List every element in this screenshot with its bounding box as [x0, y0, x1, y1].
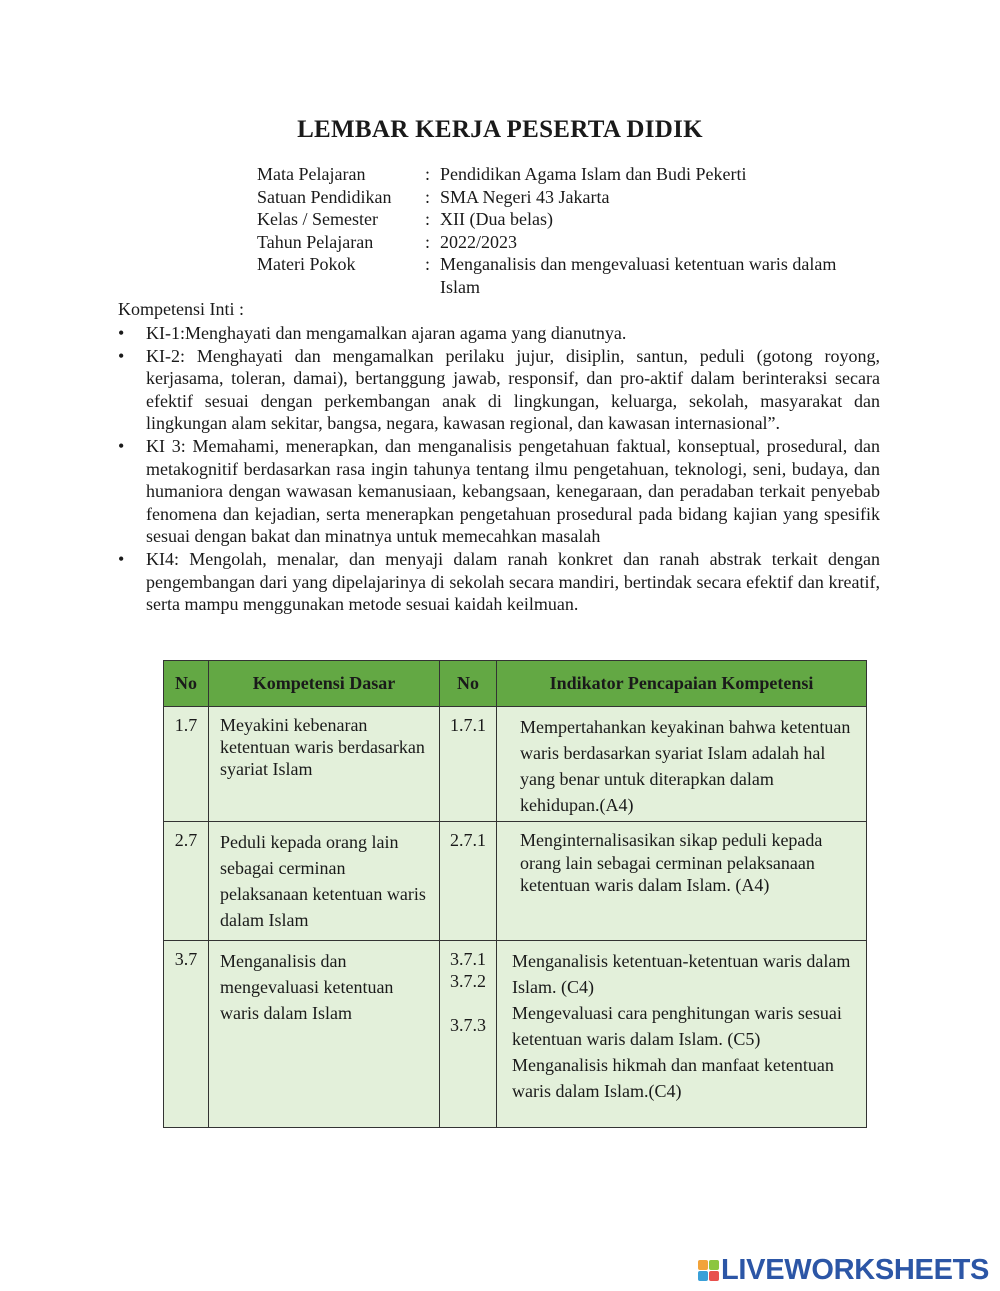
indicator-numbers — [440, 941, 497, 1128]
kd-number: 1.7 — [164, 707, 209, 822]
indicator-number: 3.7.1 — [450, 949, 486, 969]
kd-description: Menganalisis dan mengevaluasi ketentuan waris dalam Islam — [209, 941, 440, 1128]
info-value: Menganalisis dan mengevaluasi ketentuan waris dalam Islam — [440, 254, 837, 297]
bullet-icon: • — [118, 323, 125, 343]
ki-item-4 — [118, 548, 880, 616]
info-label: Tahun Pelajaran — [257, 231, 374, 252]
ki-text: KI-1:Menghayati dan mengamalkan ajaran agama yang dianutnya. — [146, 323, 627, 343]
info-value: Pendidikan Agama Islam dan Budi Pekerti — [440, 164, 747, 184]
header-no: No — [164, 661, 209, 707]
indicator-number: 2.7.1 — [440, 822, 497, 941]
ki-item-1 — [118, 322, 880, 345]
ki-text: KI-2: Menghayati dan mengamalkan perilaku jujur, disiplin, santun, peduli (gotong royong, kerjasama, toleran, damai), bertanggung jawab, responsif, dan pro-aktif dalam berinteraksi secara efektif sesuai dengan perkembangan anak di lingkungan, keluarga, sekolah, masyarakat dan lingkungan alam sekitar, bangsa, negara, kawasan regional, dan kawasan internasional”. — [146, 345, 880, 434]
indicator-description: Mempertahankan keyakinan bahwa ketentuan waris berdasarkan syariat Islam adalah hal yang benar untuk diterapkan dalam kehidupan.(A4) — [497, 707, 867, 822]
kd-number: 2.7 — [164, 822, 209, 941]
kd-description: Peduli kepada orang lain sebagai cerminan pelaksanaan ketentuan waris dalam Islam — [209, 822, 440, 941]
info-label: Materi Pokok — [257, 254, 356, 275]
kd-description: Meyakini kebenaran ketentuan waris berdasarkan syariat Islam — [209, 707, 440, 822]
logo-mark-square — [709, 1271, 719, 1281]
logo-mark-icon — [698, 1260, 719, 1281]
info-separator: : — [425, 231, 431, 252]
competency-table — [163, 660, 867, 1128]
info-value: SMA Negeri 43 Jakarta — [440, 186, 610, 207]
indicator-description: Menginternalisasikan sikap peduli kepada orang lain sebagai cerminan pelaksanaan ketentuan waris dalam Islam. (A4) — [497, 822, 867, 941]
info-label: Kelas / Semester — [257, 209, 378, 230]
indicator-number: 3.7.3 — [450, 1015, 486, 1035]
info-block — [257, 163, 880, 299]
logo-mark-square — [698, 1260, 708, 1270]
ki-item-2 — [118, 345, 880, 435]
ki-text: KI4: Mengolah, menalar, dan menyaji dalam ranah konkret dan ranah abstrak terkait dengan pengembangan dari yang dipelajarinya di sekolah secara mandiri, bertindak secara efektif dan kreatif, serta mampu menggunakan metode sesuai kaidah keilmuan. — [146, 548, 880, 615]
info-row-materi-pokok — [257, 253, 880, 298]
info-row-tahun-pelajaran — [257, 231, 880, 254]
info-value: XII (Dua belas) — [440, 209, 553, 230]
bullet-icon: • — [118, 345, 125, 366]
indicator-number: 3.7.2 — [450, 971, 486, 991]
indicator-descriptions — [497, 941, 867, 1128]
bullet-icon: • — [118, 435, 125, 456]
info-row-kelas-semester — [257, 208, 880, 231]
kd-number: 3.7 — [164, 941, 209, 1128]
indicator-description: Menganalisis ketentuan-ketentuan waris dalam Islam. (C4) — [512, 951, 851, 997]
info-separator: : — [425, 254, 431, 275]
info-separator: : — [425, 186, 431, 207]
info-separator: : — [425, 209, 431, 230]
bullet-icon: • — [118, 548, 125, 569]
ki-item-3 — [118, 435, 880, 548]
info-separator: : — [425, 164, 431, 184]
kompetensi-inti-heading: Kompetensi Inti : — [118, 299, 244, 319]
table-row — [164, 822, 867, 941]
info-row-mata-pelajaran — [257, 163, 880, 186]
table-row — [164, 707, 867, 822]
info-value: 2022/2023 — [440, 231, 518, 252]
info-row-satuan-pendidikan — [257, 186, 880, 209]
info-label: Mata Pelajaran — [257, 164, 366, 184]
indicator-description: Mengevaluasi cara penghitungan waris sesuai ketentuan waris dalam Islam. (C5) — [512, 1003, 842, 1049]
header-kompetensi-dasar: Kompetensi Dasar — [209, 661, 440, 707]
page-title: LEMBAR KERJA PESERTA DIDIK — [297, 116, 703, 143]
logo-text: LIVEWORKSHEETS — [721, 1254, 990, 1286]
liveworksheets-logo — [698, 1255, 989, 1285]
header-indikator: Indikator Pencapaian Kompetensi — [497, 661, 867, 707]
table-header-row — [164, 661, 867, 707]
ki-text: KI 3: Memahami, menerapkan, dan menganalisis pengetahuan faktual, konseptual, prosedural, dan metakognitif berdasarkan rasa ingin tahunya tentang ilmu pengetahuan, teknologi, seni, budaya, dan humaniora dengan wawasan kemanusiaan, kebangsaan, kenegaraan, dan peradaban terkait penyebab fenomena dan kejadian, serta menerapkan pengetahuan prosedural pada bidang kajian yang spesifik sesuai dengan bakat dan minatnya untuk memecahkan masalah — [146, 435, 880, 547]
kompetensi-inti-list — [118, 322, 880, 616]
header-no-indikator: No — [440, 661, 497, 707]
indicator-description: Menganalisis hikmah dan manfaat ketentuan waris dalam Islam.(C4) — [512, 1055, 834, 1101]
table-row — [164, 941, 867, 1128]
logo-mark-square — [709, 1260, 719, 1270]
indicator-number: 1.7.1 — [440, 707, 497, 822]
info-label: Satuan Pendidikan — [257, 186, 392, 207]
logo-mark-square — [698, 1271, 708, 1281]
